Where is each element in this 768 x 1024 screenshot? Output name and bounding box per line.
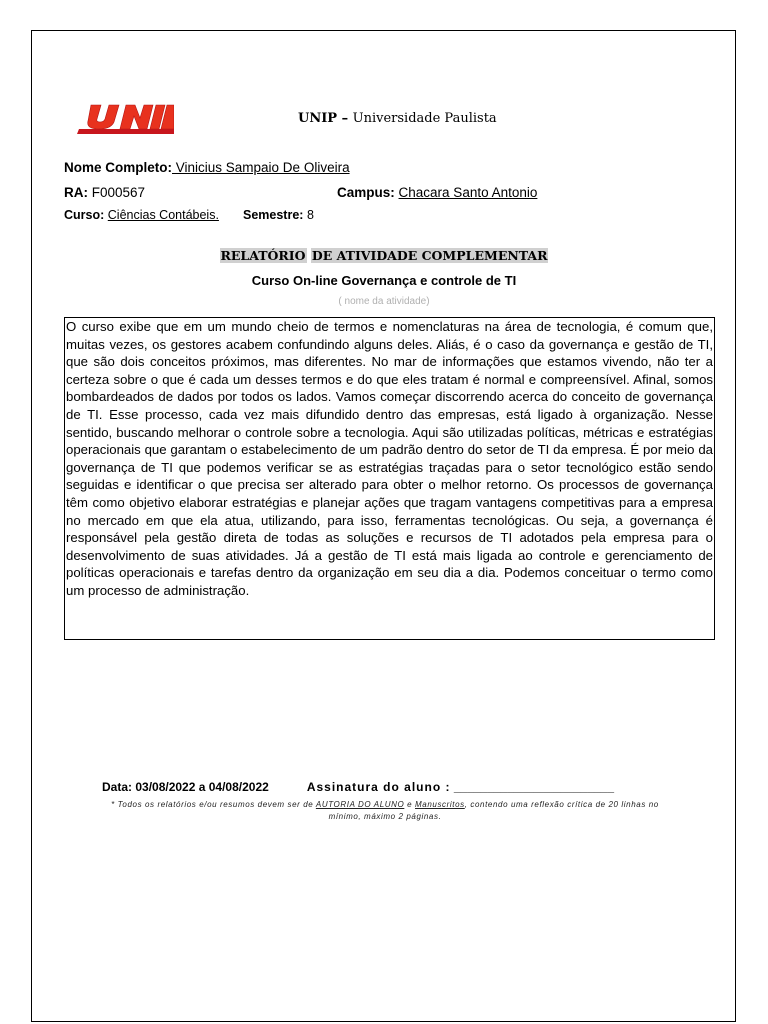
university-separator: – xyxy=(337,111,353,126)
signature-line: ________________________ xyxy=(453,780,615,794)
campus-value: Chacara Santo Antonio xyxy=(398,185,538,200)
report-content-box xyxy=(64,317,715,640)
footnote-emph-handwritten: Manuscritos xyxy=(415,800,465,809)
course-row xyxy=(64,208,219,222)
footnote-part3: , contendo uma reflexão crítica de 20 linhas no mínimo, máximo 2 páginas. xyxy=(328,800,659,821)
report-title xyxy=(0,248,768,263)
ra-label: RA: xyxy=(64,185,88,200)
semester-value: 8 xyxy=(306,208,314,222)
course-value: Ciências Contábeis. xyxy=(107,208,219,222)
university-name: Universidade Paulista xyxy=(352,111,497,126)
activity-hint: ( nome da atividade) xyxy=(338,296,430,307)
report-title-part1: RELATÓRIO xyxy=(220,248,306,263)
unip-logo xyxy=(77,102,174,136)
footnote-part2: e xyxy=(404,800,416,809)
name-label: Nome Completo: xyxy=(64,160,172,175)
semester-row xyxy=(243,208,314,222)
report-body: O curso exibe que em um mundo cheio de termos e nomenclaturas na área de tecnologia, é comum que, muitas vezes, os gestores acabem confundindo alguns deles. Aliás, é o caso da governança e gestão de TI, que são dois conceitos próximos, mas diferentes. No mar de informações que estamos vivendo, não ter a certeza sobre o que é cada um desses termos e do que eles tratam é normal e compreensível. Afinal, somos bombardeados de dados por todos os lados. Vamos começar discorrendo acerca do conceito de governança de TI. Esse processo, cada vez mais difundido dentro das empresas, está ligado à organização. Nesse sentido, buscando melhorar o controle sobre a tecnologia. Aqui são utilizadas políticas, métricas e estratégias operacionais que garantam o estabelecimento de um padrão dentro do setor de TI da empresa. É por meio da governança de TI que podemos verificar se as estratégias traçadas para o setor tecnológico estão sendo seguidas e identificar o que precisa ser alterado para obter o melhor retorno. Os processos de governança têm como objetivo elaborar estratégias e planejar ações que tragam vantagens competitivas para a empresa no mercado em que ela atua, utilizando, para isso, ferramentas tecnológicas. Ou seja, a governança é responsável pela gestão direta de todas as soluções e recursos de TI adotados pela empresa para o desenvolvimento de suas atividades. Já a gestão de TI está mais ligada ao controle e gerenciamento de políticas operacionais e tarefas dentro da organização em seu dia a dia. Podemos conceituar o termo como um processo de administração. xyxy=(66,319,713,598)
footnote-part1: * Todos os relatórios e/ou resumos devem ser de xyxy=(111,800,316,809)
university-abbr: UNIP xyxy=(298,111,338,126)
ra-row xyxy=(64,185,145,200)
semester-label: Semestre: xyxy=(243,208,304,222)
header-title xyxy=(298,111,497,126)
campus-row xyxy=(337,185,537,200)
ra-value: F000567 xyxy=(91,185,146,200)
campus-label: Campus: xyxy=(337,185,395,200)
report-title-part2: DE ATIVIDADE COMPLEMENTAR xyxy=(311,248,548,263)
name-value: Vinicius Sampaio De Oliveira xyxy=(172,160,350,175)
name-row xyxy=(64,160,350,175)
unip-logo-graphic xyxy=(77,102,174,136)
footnote-emph-authorship: AUTORIA DO ALUNO xyxy=(315,800,405,809)
course-label: Curso: xyxy=(64,208,105,222)
signature-label: Assinatura do aluno : xyxy=(306,780,451,794)
course-title: Curso On-line Governança e controle de TI xyxy=(251,273,517,288)
date-label: Data: 03/08/2022 a 04/08/2022 xyxy=(102,780,269,794)
footnote xyxy=(110,799,660,823)
footer-date-signature xyxy=(102,780,614,794)
